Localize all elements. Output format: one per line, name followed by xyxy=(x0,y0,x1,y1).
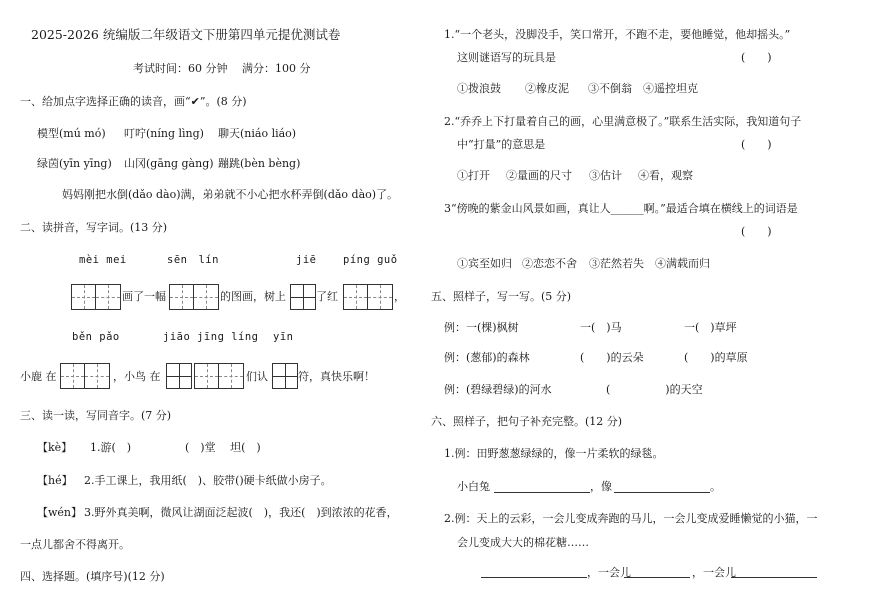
s5-item[interactable]: ( )的云朵 xyxy=(580,351,644,364)
pinyin: mèi mei xyxy=(79,254,127,266)
s5-item[interactable]: ( )的天空 xyxy=(606,383,703,396)
s6-text: 小白兔 xyxy=(457,480,490,493)
answer-paren[interactable]: ( ) xyxy=(741,225,772,238)
s3-text: 1.游( ) xyxy=(90,441,132,454)
s6-example: 会儿变成大大的棉花糖…… xyxy=(457,536,589,549)
s2-text: 们认 xyxy=(246,370,268,383)
answer-line[interactable] xyxy=(614,492,710,493)
option: ②橡皮泥 xyxy=(525,82,569,95)
s6-text: ，一会儿 xyxy=(692,566,736,579)
option: ③估计 xyxy=(589,169,622,182)
exam-info: 考试时间：60 分钟 满分：100 分 xyxy=(133,62,311,75)
s5-item: 例：(葱郁)的森林 xyxy=(444,351,530,364)
s5-item[interactable]: 一( )马 xyxy=(580,321,622,334)
s1-item: 蹦跳(bèn bèng) xyxy=(218,157,301,170)
s2-text: 的图画，树上 xyxy=(220,290,286,303)
option: ④满载而归 xyxy=(655,257,710,270)
answer-line[interactable] xyxy=(731,577,817,578)
s6-example: 2.例：天上的云彩，一会儿变成奔跑的马儿，一会儿变成爱睡懒觉的小猫，一 xyxy=(444,512,818,525)
pinyin: jiāo jīng líng xyxy=(163,331,259,343)
pinyin: píng guǒ xyxy=(343,254,398,266)
s6-text: ，像 xyxy=(590,480,612,493)
option: ③不倒翁 xyxy=(588,82,632,95)
s3-text: ( )堂 坦( ) xyxy=(185,441,261,454)
answer-line[interactable] xyxy=(481,577,587,578)
writing-grid[interactable] xyxy=(166,363,192,389)
writing-grid[interactable] xyxy=(60,363,110,389)
writing-grid[interactable] xyxy=(343,284,393,310)
s3-text: 一点儿都舍不得离开。 xyxy=(20,538,130,551)
option: ①打开 xyxy=(457,169,490,182)
q1-text: 这则谜语写的玩具是 xyxy=(457,51,556,64)
writing-grid[interactable] xyxy=(71,284,121,310)
pinyin: jiē xyxy=(296,254,317,266)
s1-item: 山冈(gāng gàng) xyxy=(124,157,214,170)
option: ④看，观察 xyxy=(638,169,693,182)
s2-text: ，小鸟 在 xyxy=(113,370,161,383)
option: ②恋恋不舍 xyxy=(522,257,577,270)
s1-item: 绿茵(yīn yīng) xyxy=(37,157,112,170)
s5-item: 例：(碧绿碧绿)的河水 xyxy=(444,383,552,396)
s2-text: 画了一幅 xyxy=(122,290,166,303)
page-title: 2025-2026 统编版二年级语文下册第四单元提优测试卷 xyxy=(31,27,341,42)
writing-grid[interactable] xyxy=(169,284,219,310)
s3-tag: 【hé】 xyxy=(37,474,73,487)
s1-item: 叮咛(níng lìng) xyxy=(124,127,204,140)
s2-text: 了红 xyxy=(316,290,338,303)
section-6-heading: 六、照样子，把句子补充完整。(12 分) xyxy=(431,415,623,428)
answer-paren[interactable]: ( ) xyxy=(741,51,772,64)
option: ①拨浪鼓 xyxy=(457,82,501,95)
pinyin: běn pǎo xyxy=(72,331,120,343)
q1-text: 1.“一个老头，没脚没手，笑口常开，不跑不走，要他睡觉，他却摇头。” xyxy=(444,28,791,41)
s3-text: 2.手工课上，我用纸( )、胶带()硬卡纸做小房子。 xyxy=(84,474,332,487)
s6-text: ，一会儿 xyxy=(587,566,631,579)
q3-text: 3“傍晚的紫金山风景如画，真让人______啊。”最适合填在横线上的词语是 xyxy=(444,202,798,215)
answer-line[interactable] xyxy=(494,492,590,493)
s1-sentence: 妈妈刚把水倒(dǎo dào)满，弟弟就不小心把水杯弄倒(dǎo dào)了。 xyxy=(62,188,399,201)
s1-item: 聊天(niáo liáo) xyxy=(218,127,297,140)
option: ③茫然若失 xyxy=(589,257,644,270)
section-3-heading: 三、读一读，写同音字。(7 分) xyxy=(20,409,172,422)
pinyin: sēn lín xyxy=(167,254,219,266)
s5-item[interactable]: 一( )草坪 xyxy=(684,321,737,334)
s6-example: 1.例：田野葱葱绿绿的，像一片柔软的绿毯。 xyxy=(444,447,664,460)
section-5-heading: 五、照样子，写一写。(5 分) xyxy=(431,290,572,303)
option: ①宾至如归 xyxy=(457,257,512,270)
s2-text: 小鹿 在 xyxy=(20,370,57,383)
q2-text: 中“打量”的意思是 xyxy=(457,138,546,151)
answer-paren[interactable]: ( ) xyxy=(741,138,772,151)
s2-text: 符，真快乐啊！ xyxy=(298,370,375,383)
option: ②量画的尺寸 xyxy=(506,169,572,182)
option: ④遥控坦克 xyxy=(643,82,698,95)
s3-tag: 【wén】 xyxy=(37,506,83,519)
s3-tag: 【kè】 xyxy=(37,441,73,454)
s2-text: ， xyxy=(394,290,405,303)
s1-item: 模型(mú mó) xyxy=(37,127,106,140)
writing-grid[interactable] xyxy=(272,363,298,389)
answer-line[interactable] xyxy=(624,577,690,578)
s5-item[interactable]: ( )的草原 xyxy=(684,351,748,364)
s3-text: 3.野外真美啊，微风让湖面泛起波( )，我还( )到浓浓的花香， xyxy=(84,506,398,519)
writing-grid[interactable] xyxy=(194,363,244,389)
section-2-heading: 二、读拼音，写字词。(13 分) xyxy=(20,221,168,234)
section-1-heading: 一、给加点字选择正确的读音，画“✔”。(8 分) xyxy=(20,95,247,108)
s6-text: 。 xyxy=(710,480,721,493)
section-4-heading: 四、选择题。(填序号)(12 分) xyxy=(20,570,165,583)
writing-grid[interactable] xyxy=(290,284,316,310)
q2-text: 2.“乔乔上下打量着自己的画，心里满意极了。”联系生活实际，我知道句子 xyxy=(444,115,802,128)
s5-item: 例：一(棵)枫树 xyxy=(444,321,519,334)
pinyin: yīn xyxy=(273,331,294,343)
